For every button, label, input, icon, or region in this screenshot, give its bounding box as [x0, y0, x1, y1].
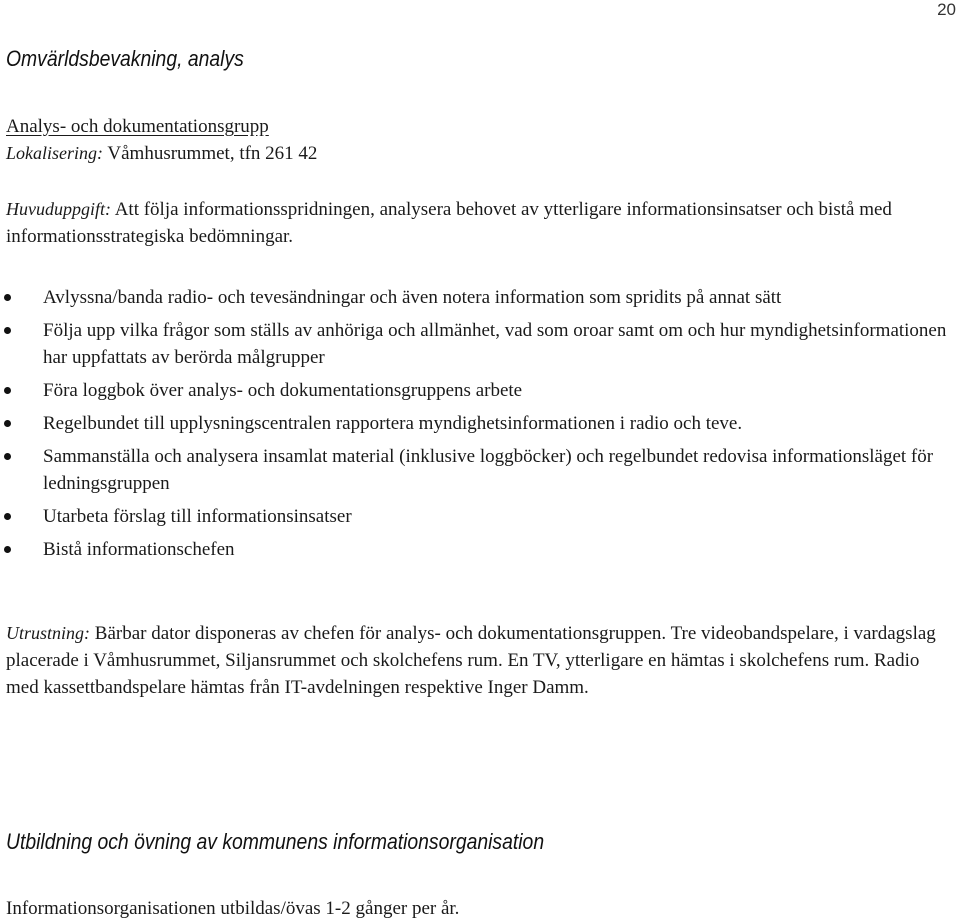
equipment-label: Utrustning: [6, 623, 91, 643]
section-heading-omvarldsbevakning: Omvärldsbevakning, analys [6, 46, 244, 71]
equipment-value: Bärbar dator disponeras av chefen för analys- och dokumentationsgruppen. Tre videobandspelare, i vardagslag placerade i Våmhusrummet, Siljansrummet och skolchefens rum. En TV, ytterligare en hämtas i skolchefens rum. Radio med kassettbandspelare hämtas från IT-avdelningen respektive Inger Damm. [6, 623, 936, 698]
bullet-icon [4, 327, 11, 334]
list-item-text: Bistå informationschefen [43, 539, 235, 560]
list-item-text: Utarbeta förslag till informationsinsatser [43, 506, 352, 527]
section-heading-utbildning: Utbildning och övning av kommunens informationsorganisation [6, 829, 545, 854]
bullet-icon [4, 420, 11, 427]
list-item-text: Följa upp vilka frågor som ställs av anhöriga och allmänhet, vad som oroar samt om och hur myndighetsinformationen har uppfattats av berörda målgrupper [43, 320, 947, 368]
bullet-icon [4, 546, 11, 553]
bullet-icon [4, 294, 11, 301]
location-value: Våmhusrummet, tfn 261 42 [103, 143, 318, 164]
page-number: 20 [937, 0, 956, 19]
list-item-text: Föra loggbok över analys- och dokumentationsgruppens arbete [43, 380, 523, 401]
training-paragraph: Informationsorganisationen utbildas/övas 1-2 gånger per år. [6, 898, 460, 919]
bullet-icon [4, 387, 11, 394]
list-item [0, 503, 960, 530]
main-task-paragraph [6, 196, 954, 250]
list-item [0, 536, 960, 563]
list-item-text: Sammanställa och analysera insamlat material (inklusive loggböcker) och regelbundet redovisa informationsläget för ledningsgruppen [43, 446, 934, 494]
list-item [0, 377, 960, 404]
list-item [0, 443, 960, 497]
main-task-value: Att följa informationsspridningen, analysera behovet av ytterligare informationsinsatser och bistå med informationsstrategiska bedömningar. [6, 199, 892, 247]
list-item [0, 410, 960, 437]
list-item [0, 284, 960, 311]
main-task-label: Huvuduppgift: [6, 199, 111, 219]
group-title: Analys- och dokumentationsgrupp [6, 116, 269, 137]
location-label: Lokalisering: [6, 143, 103, 163]
task-bullet-list [0, 284, 960, 569]
location-line [6, 140, 954, 167]
bullet-icon [4, 453, 11, 460]
list-item-text: Regelbundet till upplysningscentralen rapportera myndighetsinformationen i radio och teve. [43, 413, 743, 434]
bullet-icon [4, 513, 11, 520]
list-item [0, 317, 960, 371]
equipment-paragraph [6, 620, 954, 701]
list-item-text: Avlyssna/banda radio- och tevesändningar och även notera information som spridits på annat sätt [43, 287, 782, 308]
